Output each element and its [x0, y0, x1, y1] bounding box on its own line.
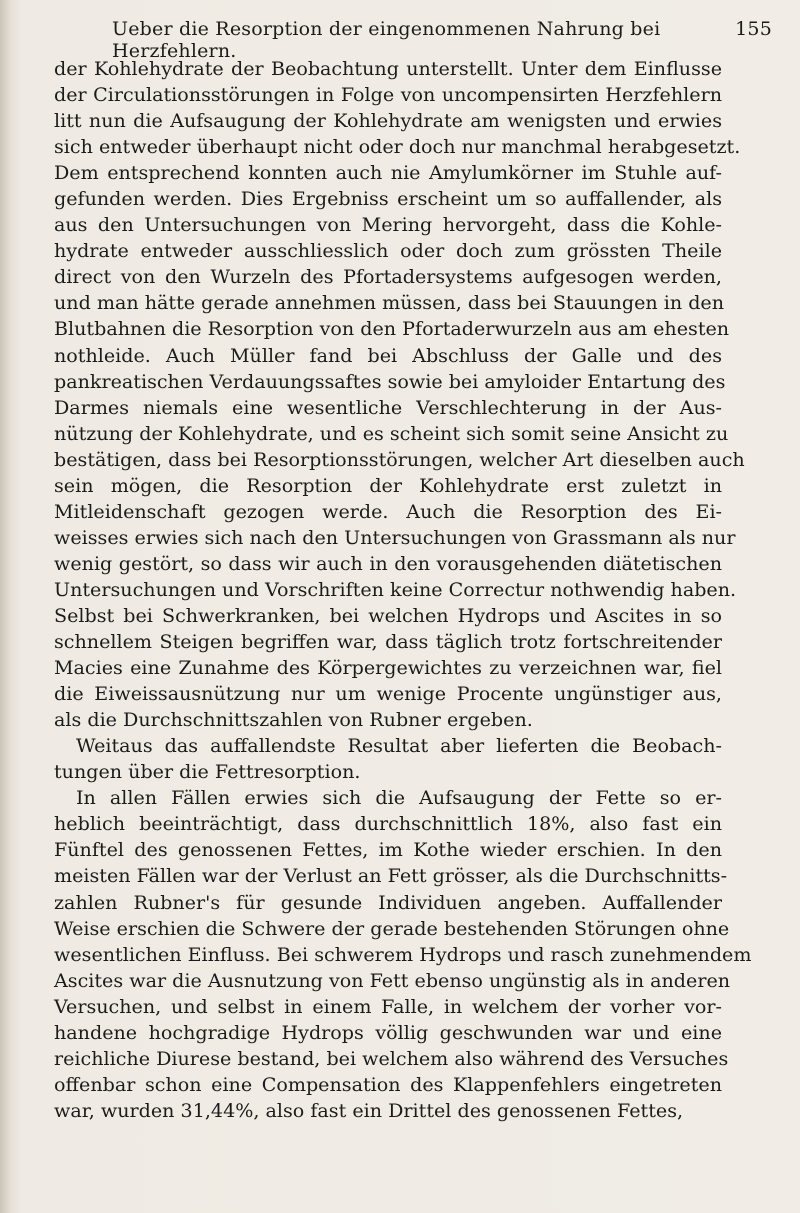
page-header	[112, 18, 772, 62]
text-line: hydrate entweder ausschliesslich oder doch zum grössten Theile	[54, 239, 722, 263]
text-line: aus den Untersuchungen von Mering hervorgeht, dass die Kohle-	[54, 213, 722, 237]
page-number: 155	[735, 18, 772, 40]
text-line: wenig gestört, so dass wir auch in den vorausgehenden diätetischen	[54, 551, 722, 575]
text-line: sein mögen, die Resorption der Kohlehydrate erst zuletzt in	[54, 473, 722, 497]
text-line: und man hätte gerade annehmen müssen, dass bei Stauungen in den	[54, 291, 725, 315]
text-line: die Eiweissausnützung nur um wenige Procente ungünstiger aus,	[54, 682, 722, 706]
text-line: sich entweder überhaupt nicht oder doch nur manchmal herabgesetzt.	[54, 135, 741, 159]
text-line: heblich beeinträchtigt, dass durchschnittlich 18%, also fast ein	[54, 812, 722, 836]
text-line: In allen Fällen erwies sich die Aufsaugung der Fette so er-	[76, 786, 722, 810]
text-line: nothleide. Auch Müller fand bei Abschluss der Galle und des	[54, 343, 722, 367]
text-line: Fünftel des genossenen Fettes, im Kothe wieder erschien. In den	[54, 838, 722, 862]
text-line: direct von den Wurzeln des Pfortadersystems aufgesogen werden,	[54, 265, 722, 289]
text-line: Ascites war die Ausnutzung von Fett ebenso ungünstig als in anderen	[54, 968, 731, 992]
text-line: Darmes niemals eine wesentliche Verschlechterung in der Aus-	[54, 395, 722, 419]
text-line: Blutbahnen die Resorption von den Pfortaderwurzeln aus am ehesten	[54, 317, 730, 341]
text-line: Weitaus das auffallendste Resultat aber lieferten die Beobach-	[76, 734, 722, 758]
text-line: tungen über die Fettresorption.	[54, 760, 361, 784]
text-line: zahlen Rubner's für gesunde Individuen angeben. Auffallender	[54, 890, 722, 914]
text-line: Dem entsprechend konnten auch nie Amylumkörner im Stuhle auf-	[54, 161, 722, 185]
text-line: meisten Fällen war der Verlust an Fett grösser, als die Durchschnitts-	[54, 864, 728, 888]
text-line: bestätigen, dass bei Resorptionsstörungen, welcher Art dieselben auch	[54, 447, 745, 471]
text-line: Weise erschien die Schwere der gerade bestehenden Störungen ohne	[54, 916, 730, 940]
text-line: handene hochgradige Hydrops völlig geschwunden war und eine	[54, 1020, 722, 1044]
text-line: pankreatischen Verdauungssaftes sowie bei amyloider Entartung des	[54, 369, 726, 393]
text-line: war, wurden 31,44%, also fast ein Drittel des genossenen Fettes,	[54, 1098, 684, 1122]
text-line: offenbar schon eine Compensation des Klappenfehlers eingetreten	[54, 1072, 722, 1096]
text-line: wesentlichen Einfluss. Bei schwerem Hydrops und rasch zunehmendem	[54, 942, 752, 966]
text-line: schnellem Steigen begriffen war, dass täglich trotz fortschreitender	[54, 630, 722, 654]
text-line: der Kohlehydrate der Beobachtung unterstellt. Unter dem Einflusse	[54, 57, 722, 80]
text-line: der Circulationsstörungen in Folge von uncompensirten Herzfehlern	[54, 83, 722, 107]
running-title: Ueber die Resorption der eingenommenen Nahrung bei Herzfehlern.	[112, 18, 661, 62]
text-line: weisses erwies sich nach den Untersuchungen von Grassmann als nur	[54, 525, 736, 549]
body-text	[54, 56, 752, 1124]
text-line: nützung der Kohlehydrate, und es scheint sich somit seine Ansicht zu	[54, 421, 729, 445]
text-line: Untersuchungen und Vorschriften keine Correctur nothwendig haben.	[54, 577, 737, 601]
text-line: Versuchen, und selbst in einem Falle, in welchem der vorher vor-	[54, 994, 722, 1018]
text-line: Macies eine Zunahme des Körpergewichtes zu verzeichnen war, fiel	[54, 656, 722, 680]
text-line: Selbst bei Schwerkranken, bei welchen Hydrops und Ascites in so	[54, 603, 722, 627]
text-line: gefunden werden. Dies Ergebniss erscheint um so auffallender, als	[54, 187, 722, 211]
text-line: reichliche Diurese bestand, bei welchem also während des Versuches	[54, 1046, 729, 1070]
text-line: litt nun die Aufsaugung der Kohlehydrate am wenigsten und erwies	[54, 109, 722, 133]
text-line: als die Durchschnittszahlen von Rubner ergeben.	[54, 708, 533, 732]
text-line: Mitleidenschaft gezogen werde. Auch die Resorption des Ei-	[54, 499, 722, 523]
